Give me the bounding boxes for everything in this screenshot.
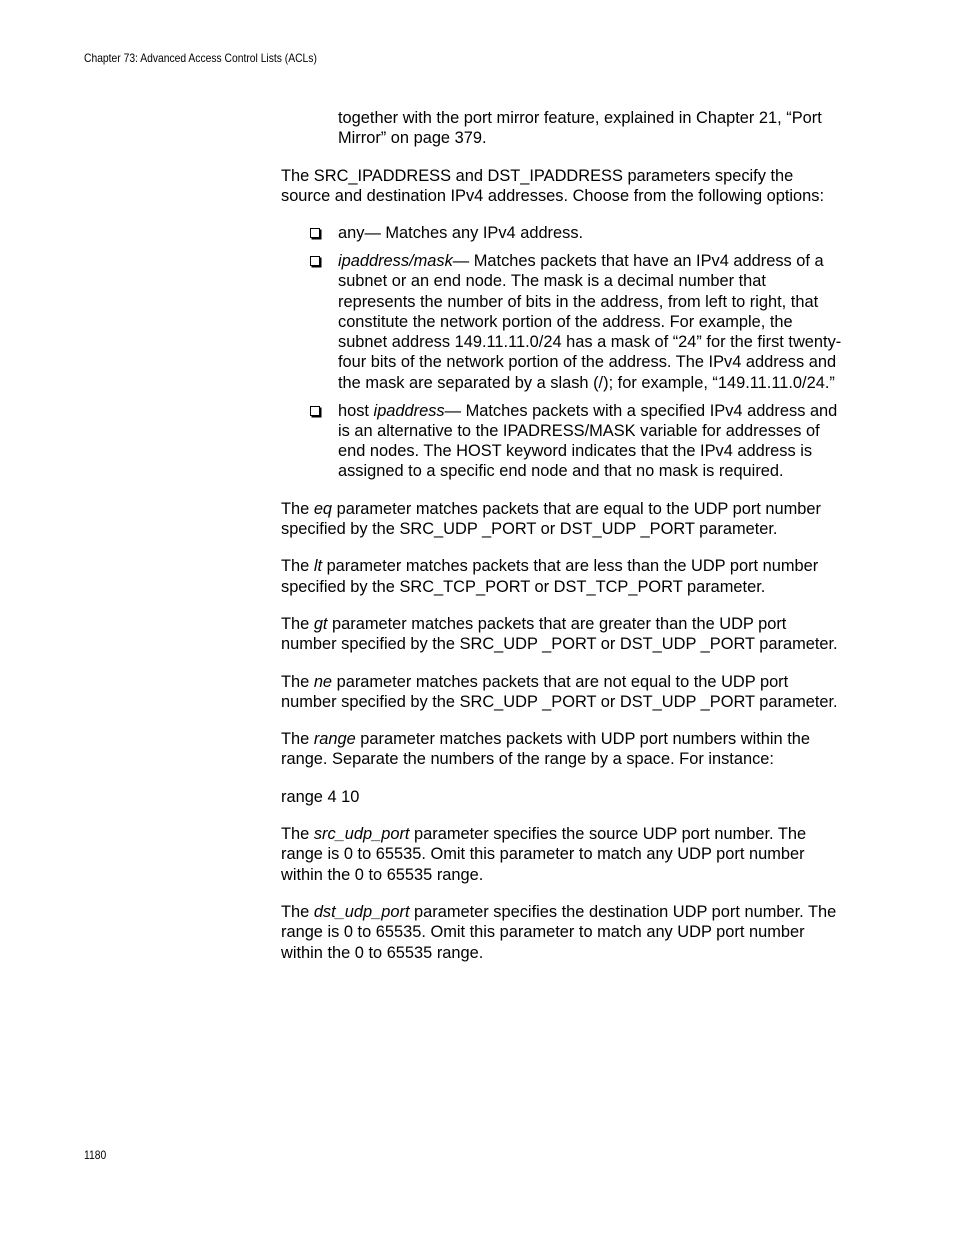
checkbox-bullet-icon xyxy=(310,256,320,266)
ip-options-list xyxy=(281,223,843,482)
checkbox-bullet-icon xyxy=(310,406,320,416)
option-description: — Matches any IPv4 address. xyxy=(364,224,584,243)
intro-continuation: together with the port mirror feature, explained in Chapter 21, “Port Mirror” on page 379. xyxy=(338,109,822,148)
page-body xyxy=(281,108,843,980)
ne-paragraph: The ne parameter matches packets that are not equal to the UDP port number specified by the SRC_UDP _PORT or DST_UDP _PORT parameter. xyxy=(281,672,838,711)
option-keyword: any xyxy=(338,224,365,243)
list-item xyxy=(281,223,843,243)
lt-paragraph: The lt parameter matches packets that are less than the UDP port number specified by the SRC_TCP_PORT or DST_TCP_PORT parameter. xyxy=(281,557,819,596)
checkbox-bullet-icon xyxy=(310,228,320,238)
eq-paragraph: The eq parameter matches packets that are equal to the UDP port number specified by the SRC_UDP _PORT or DST_UDP _PORT parameter. xyxy=(281,499,821,539)
option-description: — Matches packets that have an IPv4 address of a subnet or an end node. The mask is a decimal number that represents the number of bits in the address, from left to right, that constitute the network portion of the address. For example, the subnet address 149.11.11.0/24 has a mask of “24” for the first twenty-four bits of the network portion of the address. The IPv4 address and the mask are separated by a slash (/); for example, “149.11.11.0/24.” xyxy=(338,251,842,392)
option-description: — Matches packets with a specified IPv4 address and is an alternative to the IPADRESS/MASK variable for addresses of end nodes. The HOST keyword indicates that the IPv4 address is assigned to a specific end node and that no mask is required. xyxy=(338,401,838,481)
option-term: ipaddress/mask xyxy=(338,251,453,270)
option-term: ipaddress xyxy=(373,401,445,420)
param-term: src_udp_port xyxy=(313,825,410,844)
range-paragraph: The range parameter matches packets with UDP port numbers within the range. Separate the numbers of the range by a space. For instance: xyxy=(281,730,811,769)
src-udp-port-paragraph: The src_udp_port parameter specifies the source UDP port number. The range is 0 to 65535. Omit this parameter to match any UDP port number within the 0 to 65535 range. xyxy=(281,825,807,884)
option-keyword: host xyxy=(338,401,374,420)
param-term: dst_udp_port xyxy=(313,902,410,921)
dst-udp-port-paragraph: The dst_udp_port parameter specifies the destination UDP port number. The range is 0 to 65535. Omit this parameter to match any UDP port number within the 0 to 65535 range. xyxy=(281,902,837,962)
gt-paragraph: The gt parameter matches packets that are greater than the UDP port number specified by the SRC_UDP _PORT or DST_UDP _PORT parameter. xyxy=(281,614,838,654)
param-term: range xyxy=(313,730,356,749)
param-term: lt xyxy=(313,557,323,576)
page-number: 1180 xyxy=(84,1148,107,1162)
list-item xyxy=(281,401,843,482)
param-term: gt xyxy=(313,614,328,633)
range-example: range 4 10 xyxy=(281,787,360,806)
list-item xyxy=(281,251,843,393)
ip-params-paragraph: The SRC_IPADDRESS and DST_IPADDRESS parameters specify the source and destination IPv4 addresses. Choose from the following options: xyxy=(281,166,825,205)
param-term: eq xyxy=(313,499,333,518)
param-term: ne xyxy=(313,672,333,691)
running-header: Chapter 73: Advanced Access Control Lists (ACLs) xyxy=(84,51,317,65)
